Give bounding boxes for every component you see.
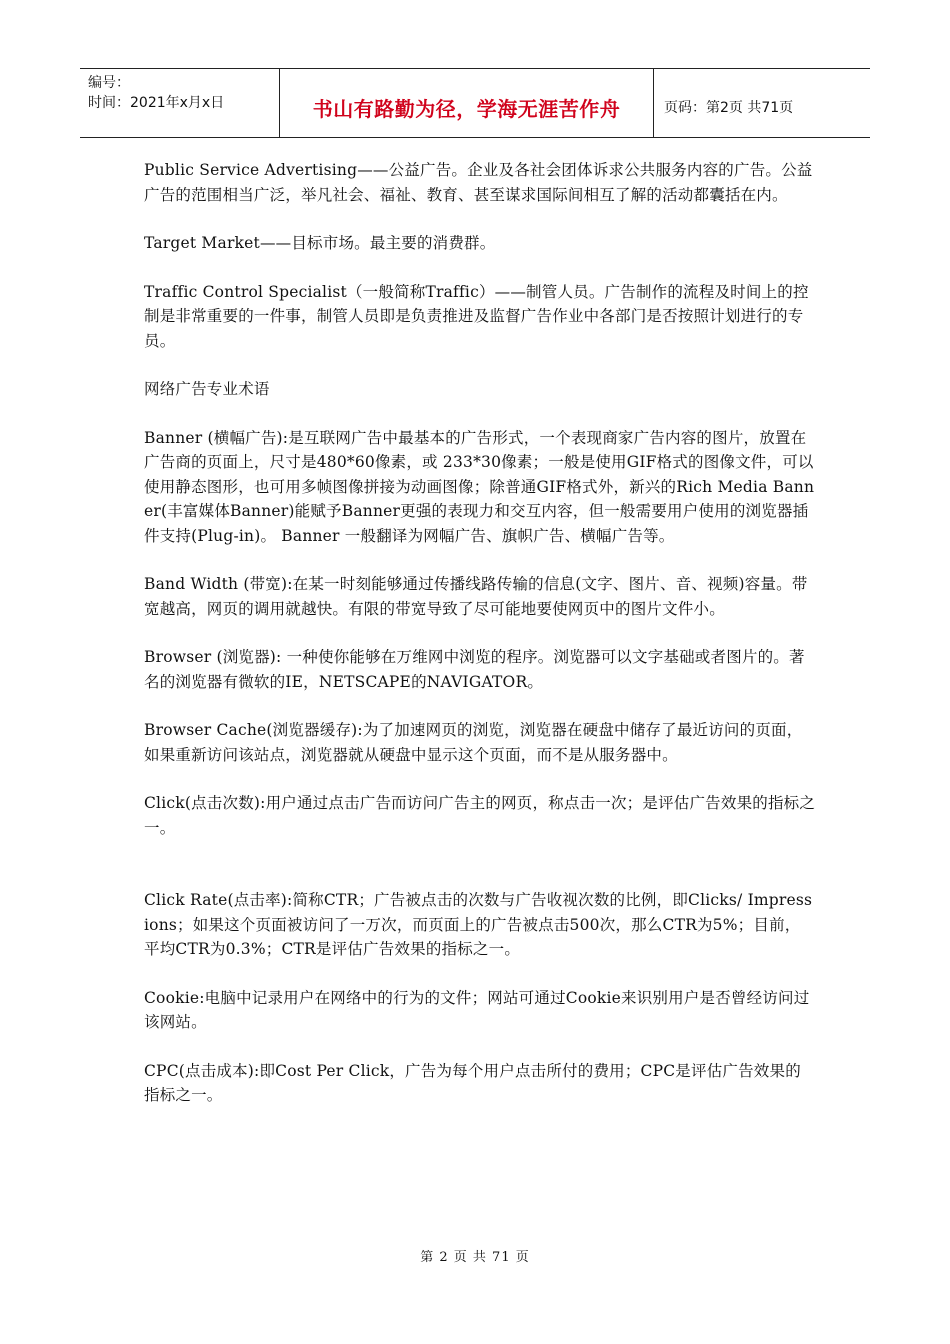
paragraph-band-width: Band Width (带宽):在某一时刻能够通过传播线路传输的信息(文字、图片、音、视频)容量。带宽越高，网页的调用就越快。有限的带宽导致了尽可能地要使网页中的图片文件小。 <box>144 575 808 618</box>
paragraph-click-rate: Click Rate(点击率):简称CTR；广告被点击的次数与广告收视次数的比例，即Clicks/ Impressions；如果这个页面被访问了一万次，而页面上的广告被点击500次，那么CTR为5%；目前，平均CTR为0.3%；CTR是评估广告效果的指标之一。 <box>144 891 813 958</box>
paragraph-banner: Banner (横幅广告):是互联网广告中最基本的广告形式，一个表现商家广告内容的图片，放置在广告商的页面上，尺寸是480*60像素，或 233*30像素；一般是使用GIF格式的图像文件，可以使用静态图形，也可用多帧图像拼接为动画图像；除普通GIF格式外，新兴的Rich Media Banner(丰富媒体Banner)能赋予Banner更强的表现力和交互内容，但一般需要用户使用的浏览器插件支持(Plug-in)。 Banner 一般翻译为网幅广告、旗帜广告、横幅广告等。 <box>144 428 815 545</box>
serial-label: 编号： <box>88 75 130 91</box>
header-meta <box>80 69 280 137</box>
paragraph-public-service-advertising: Public Service Advertising——公益广告。企业及各社会团体诉求公共服务内容的广告。公益广告的范围相当广泛，举凡社会、福祉、教育、甚至谋求国际间相互了解的活动都囊括在内。 <box>144 161 813 204</box>
document-body <box>144 158 816 1132</box>
paragraph-browser: Browser (浏览器): 一种使你能够在万维网中浏览的程序。浏览器可以文字基础或者图片的。著名的浏览器有微软的IE，NETSCAPE的NAVIGATOR。 <box>144 648 805 691</box>
paragraph-traffic-control: Traffic Control Specialist（一般简称Traffic）——制管人员。广告制作的流程及时间上的控制是非常重要的一件事，制管人员即是负责推进及监督广告作业中各部门是否按照计划进行的专员。 <box>144 282 809 350</box>
page-footer: 第 2 页 共 71 页 <box>420 1250 530 1265</box>
header-motto: 书山有路勤为径，学海无涯苦作舟 <box>280 69 654 137</box>
paragraph-click: Click(点击次数):用户通过点击广告而访问广告主的网页，称点击一次；是评估广告效果的指标之一。 <box>144 794 816 837</box>
page-header <box>80 68 870 138</box>
paragraph-cpc: CPC(点击成本):即Cost Per Click，广告为每个用户点击所付的费用；CPC是评估广告效果的指标之一。 <box>144 1061 801 1104</box>
section-heading-web-ad-terms: 网络广告专业术语 <box>144 380 270 398</box>
paragraph-target-market: Target Market——目标市场。最主要的消费群。 <box>144 234 496 252</box>
paragraph-browser-cache: Browser Cache(浏览器缓存):为了加速网页的浏览，浏览器在硬盘中储存了最近访问的页面，如果重新访问该站点，浏览器就从硬盘中显示这个页面，而不是从服务器中。 <box>144 721 803 764</box>
date-label: 时间：2021年x月x日 <box>88 95 225 111</box>
paragraph-cookie: Cookie:电脑中记录用户在网络中的行为的文件；网站可通过Cookie来识别用户是否曾经访问过该网站。 <box>144 988 810 1031</box>
header-page-info: 页码：第2页 共71页 <box>664 100 794 116</box>
